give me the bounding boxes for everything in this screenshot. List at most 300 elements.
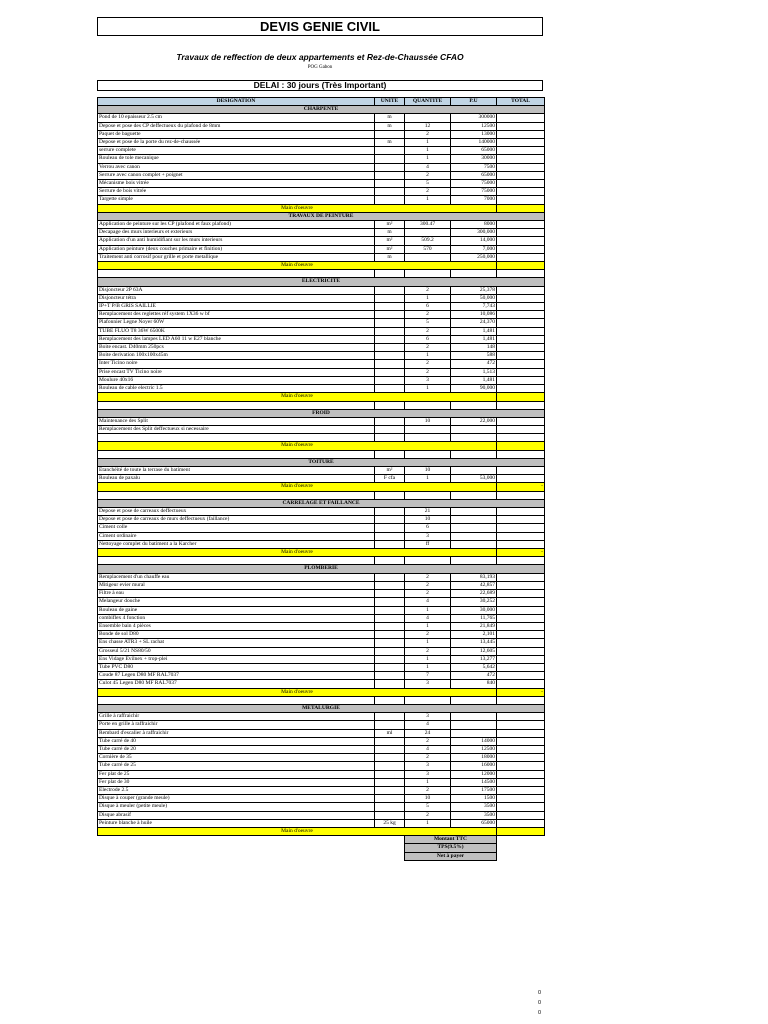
unite-cell: 25 kg bbox=[375, 819, 405, 827]
pu-cell: 30,252 bbox=[451, 598, 497, 606]
pu-cell: 90,000 bbox=[451, 385, 497, 393]
designation-cell: Rouleau de cable electric 1.5 bbox=[98, 385, 375, 393]
designation-cell: Traitement anti corrosif pour grille et porte metallique bbox=[98, 253, 375, 261]
main-oeuvre-row bbox=[98, 549, 545, 557]
total-cell bbox=[497, 163, 545, 171]
designation-cell: Tube carré de 25 bbox=[98, 762, 375, 770]
total-cell bbox=[497, 786, 545, 794]
quantite-cell: 5 bbox=[405, 319, 451, 327]
designation-cell: Fer plat de 25 bbox=[98, 770, 375, 778]
pu-cell: 14000 bbox=[451, 737, 497, 745]
total-cell bbox=[497, 639, 545, 647]
pu-cell bbox=[451, 713, 497, 721]
unite-cell bbox=[375, 737, 405, 745]
section-title: FROID bbox=[98, 409, 545, 417]
delai-banner: DELAI : 30 jours (Très Important) bbox=[97, 80, 543, 91]
pu-cell: 30,000 bbox=[451, 606, 497, 614]
pu-cell bbox=[451, 721, 497, 729]
pu-cell: 83,193 bbox=[451, 573, 497, 581]
document-subtitle: Travaux de reffection de deux appartements et Rez-de-Chaussée CFAO bbox=[176, 52, 464, 62]
pu-cell: 13,277 bbox=[451, 655, 497, 663]
unite-cell: m² bbox=[375, 221, 405, 229]
pu-cell: 1,481 bbox=[451, 327, 497, 335]
table-row bbox=[98, 639, 545, 647]
table-row bbox=[98, 540, 545, 548]
total-cell bbox=[497, 245, 545, 253]
section-title: CARRELAGE ET FAILLANCE bbox=[98, 499, 545, 507]
pu-cell: 148 bbox=[451, 344, 497, 352]
spacer-row bbox=[98, 450, 545, 458]
total-cell bbox=[497, 196, 545, 204]
designation-cell: Bonde de sol D80 bbox=[98, 631, 375, 639]
section-header-row bbox=[98, 499, 545, 507]
quantite-cell: 2 bbox=[405, 171, 451, 179]
table-row bbox=[98, 713, 545, 721]
designation-cell: Disque à couper (grande meule) bbox=[98, 795, 375, 803]
total-cell bbox=[497, 745, 545, 753]
unite-cell bbox=[375, 352, 405, 360]
unite-cell bbox=[375, 368, 405, 376]
designation-cell: Depose et pose de carreaux deffectueux bbox=[98, 508, 375, 516]
designation-cell: Fer plat de 30 bbox=[98, 778, 375, 786]
unite-cell bbox=[375, 344, 405, 352]
unite-cell bbox=[375, 713, 405, 721]
quantite-cell: 509.2 bbox=[405, 237, 451, 245]
total-cell bbox=[497, 467, 545, 475]
total-cell bbox=[497, 770, 545, 778]
unite-cell bbox=[375, 335, 405, 343]
total-cell bbox=[497, 721, 545, 729]
designation-cell: Porte en grille à raffraichir bbox=[98, 721, 375, 729]
table-row bbox=[98, 352, 545, 360]
total-cell bbox=[497, 130, 545, 138]
designation-cell: Mécanisme bois vitrée bbox=[98, 180, 375, 188]
unite-cell bbox=[375, 171, 405, 179]
main-oeuvre-row bbox=[98, 688, 545, 696]
table-row bbox=[98, 245, 545, 253]
table-row bbox=[98, 344, 545, 352]
table-row bbox=[98, 294, 545, 302]
section-title: TOITURE bbox=[98, 458, 545, 466]
designation-cell: Serrure de bois vitrée bbox=[98, 188, 375, 196]
quantite-cell: 7 bbox=[405, 672, 451, 680]
quantite-cell: 2 bbox=[405, 590, 451, 598]
main-oeuvre-label: Main d'oeuvre bbox=[98, 549, 497, 557]
pu-cell: 1,513 bbox=[451, 368, 497, 376]
pu-cell: 300,000 bbox=[451, 229, 497, 237]
unite-cell bbox=[375, 680, 405, 688]
table-row bbox=[98, 745, 545, 753]
pu-cell: 18000 bbox=[451, 754, 497, 762]
table-row bbox=[98, 811, 545, 819]
total-cell bbox=[497, 524, 545, 532]
total-cell bbox=[497, 352, 545, 360]
section-title: METALURGIE bbox=[98, 704, 545, 712]
unite-cell: m² bbox=[375, 237, 405, 245]
pu-cell: 840 bbox=[451, 680, 497, 688]
unite-cell bbox=[375, 795, 405, 803]
designation-cell: Paquet de baguette bbox=[98, 130, 375, 138]
pu-cell: 42,857 bbox=[451, 581, 497, 589]
unite-cell bbox=[375, 745, 405, 753]
empty-cell bbox=[375, 270, 405, 278]
empty-cell bbox=[98, 270, 375, 278]
spacer-row bbox=[98, 696, 545, 704]
designation-cell: Coude 87 Legen D80 MF RAL7037 bbox=[98, 672, 375, 680]
total-cell bbox=[497, 327, 545, 335]
empty-cell bbox=[98, 696, 375, 704]
pu-cell: 3500 bbox=[451, 803, 497, 811]
section-title: PLOMBERIE bbox=[98, 565, 545, 573]
total-cell bbox=[497, 532, 545, 540]
designation-cell: Remplacement des lampes LED A60 11 w E27 blanche bbox=[98, 335, 375, 343]
quantite-cell: 2 bbox=[405, 647, 451, 655]
designation-cell: Disjoncteur 2P 63A bbox=[98, 286, 375, 294]
table-row bbox=[98, 147, 545, 155]
total-cell bbox=[497, 729, 545, 737]
total-cell bbox=[497, 508, 545, 516]
pu-cell: 65000 bbox=[451, 147, 497, 155]
quantite-cell: 1 bbox=[405, 819, 451, 827]
total-cell bbox=[497, 294, 545, 302]
table-row bbox=[98, 417, 545, 425]
unite-cell bbox=[375, 639, 405, 647]
table-row bbox=[98, 303, 545, 311]
table-row bbox=[98, 647, 545, 655]
total-cell bbox=[497, 229, 545, 237]
designation-cell: Ensemble bain 4 pièces bbox=[98, 622, 375, 630]
total-cell bbox=[497, 171, 545, 179]
total-cell bbox=[497, 803, 545, 811]
unite-cell bbox=[375, 360, 405, 368]
empty-cell bbox=[497, 450, 545, 458]
total-cell bbox=[497, 540, 545, 548]
table-row bbox=[98, 376, 545, 384]
unite-cell bbox=[375, 770, 405, 778]
main-oeuvre-row bbox=[98, 262, 545, 270]
unite-cell bbox=[375, 147, 405, 155]
summary-net-a-payer: Net à payer bbox=[405, 852, 497, 860]
table-row bbox=[98, 581, 545, 589]
pu-cell: 65000 bbox=[451, 171, 497, 179]
table-row bbox=[98, 319, 545, 327]
designation-cell: Melangeur douche bbox=[98, 598, 375, 606]
quantite-cell: 2 bbox=[405, 188, 451, 196]
quantite-cell: 2 bbox=[405, 311, 451, 319]
total-cell bbox=[497, 311, 545, 319]
quantite-cell: 1 bbox=[405, 778, 451, 786]
quantite-cell: 10 bbox=[405, 795, 451, 803]
empty-cell bbox=[375, 401, 405, 409]
total-cell bbox=[497, 426, 545, 434]
empty-cell bbox=[375, 434, 405, 442]
unite-cell bbox=[375, 581, 405, 589]
spacer-row bbox=[98, 557, 545, 565]
total-cell bbox=[497, 180, 545, 188]
unite-cell bbox=[375, 188, 405, 196]
main-oeuvre-label: Main d'oeuvre bbox=[98, 688, 497, 696]
main-oeuvre-label: Main d'oeuvre bbox=[98, 393, 497, 401]
quantite-cell bbox=[405, 114, 451, 122]
unite-cell bbox=[375, 294, 405, 302]
total-cell bbox=[497, 811, 545, 819]
pu-cell: 12500 bbox=[451, 745, 497, 753]
unite-cell bbox=[375, 614, 405, 622]
empty-cell bbox=[497, 270, 545, 278]
total-cell bbox=[497, 122, 545, 130]
designation-cell: Prise encast TV Ticino noire bbox=[98, 368, 375, 376]
table-row bbox=[98, 573, 545, 581]
unite-cell: m² bbox=[375, 245, 405, 253]
empty-cell bbox=[451, 557, 497, 565]
unite-cell bbox=[375, 524, 405, 532]
total-cell bbox=[497, 335, 545, 343]
quantite-cell: 3 bbox=[405, 532, 451, 540]
table-row bbox=[98, 729, 545, 737]
unite-cell bbox=[375, 721, 405, 729]
pu-cell: 12000 bbox=[451, 770, 497, 778]
empty-cell bbox=[375, 696, 405, 704]
unite-cell: m bbox=[375, 114, 405, 122]
table-row bbox=[98, 795, 545, 803]
designation-cell: IP+T P/B GRIS SAILLIE bbox=[98, 303, 375, 311]
empty-cell bbox=[451, 270, 497, 278]
main-oeuvre-row bbox=[98, 393, 545, 401]
designation-cell: Tube carré de 40 bbox=[98, 737, 375, 745]
empty-cell bbox=[405, 696, 451, 704]
unite-cell bbox=[375, 631, 405, 639]
table-row bbox=[98, 221, 545, 229]
total-cell bbox=[497, 221, 545, 229]
total-cell bbox=[497, 622, 545, 630]
pu-cell: 25,378 bbox=[451, 286, 497, 294]
header-quantite: QUANTITE bbox=[405, 98, 451, 106]
table-row bbox=[98, 385, 545, 393]
table-row bbox=[98, 516, 545, 524]
table-row bbox=[98, 524, 545, 532]
main-oeuvre-label: Main d'oeuvre bbox=[98, 204, 497, 212]
table-row bbox=[98, 754, 545, 762]
pu-cell: 140000 bbox=[451, 139, 497, 147]
unite-cell bbox=[375, 196, 405, 204]
total-cell bbox=[497, 754, 545, 762]
empty-cell bbox=[405, 401, 451, 409]
total-cell bbox=[497, 606, 545, 614]
section-title: ELECTRICITE bbox=[98, 278, 545, 286]
summary-montant-ttc: Montant TTC bbox=[405, 836, 497, 844]
section-header-row bbox=[98, 704, 545, 712]
spacer-row bbox=[98, 434, 545, 442]
unite-cell: F cfa bbox=[375, 475, 405, 483]
quantite-cell: 10 bbox=[405, 467, 451, 475]
table-row bbox=[98, 253, 545, 261]
quantite-cell: 4 bbox=[405, 598, 451, 606]
total-cell bbox=[497, 344, 545, 352]
pu-cell: 53,000 bbox=[451, 475, 497, 483]
unite-cell bbox=[375, 573, 405, 581]
pu-cell: 472 bbox=[451, 360, 497, 368]
designation-cell: Rouleau de tole mecanique bbox=[98, 155, 375, 163]
designation-cell: Grosseul 5/21 NS80/50 bbox=[98, 647, 375, 655]
designation-cell: Maintenance des Split bbox=[98, 417, 375, 425]
main-oeuvre-label: Main d'oeuvre bbox=[98, 483, 497, 491]
empty-cell bbox=[497, 491, 545, 499]
table-row bbox=[98, 122, 545, 130]
total-cell bbox=[497, 319, 545, 327]
table-row bbox=[98, 229, 545, 237]
pu-cell: 22,000 bbox=[451, 417, 497, 425]
designation-cell: Rembard d'escalier à raffraichir bbox=[98, 729, 375, 737]
main-oeuvre-row bbox=[98, 483, 545, 491]
unite-cell bbox=[375, 647, 405, 655]
unite-cell bbox=[375, 754, 405, 762]
pu-cell: 14500 bbox=[451, 778, 497, 786]
designation-cell: Depose et pose des CP deffectueux du plafond de 8mm bbox=[98, 122, 375, 130]
empty-cell bbox=[405, 491, 451, 499]
unite-cell bbox=[375, 155, 405, 163]
pu-cell: 8000 bbox=[451, 221, 497, 229]
designation-cell: Disjoncteur tétra bbox=[98, 294, 375, 302]
quantite-cell: 2 bbox=[405, 130, 451, 138]
pu-cell: 13000 bbox=[451, 130, 497, 138]
quantite-cell: 2 bbox=[405, 631, 451, 639]
table-header-row bbox=[98, 98, 545, 106]
table-row bbox=[98, 672, 545, 680]
empty-cell bbox=[451, 696, 497, 704]
total-cell bbox=[497, 114, 545, 122]
total-cell bbox=[497, 737, 545, 745]
total-cell bbox=[497, 393, 545, 401]
quantite-cell: 6 bbox=[405, 335, 451, 343]
pu-cell: 588 bbox=[451, 352, 497, 360]
quantite-cell: 2 bbox=[405, 581, 451, 589]
empty-cell bbox=[405, 434, 451, 442]
header-unite: UNITE bbox=[375, 98, 405, 106]
designation-cell: Pond de 10 epaisseur 2.5 cm bbox=[98, 114, 375, 122]
empty-cell bbox=[375, 557, 405, 565]
designation-cell: Depose et pose de la porte du rez-de-chaussée bbox=[98, 139, 375, 147]
table-row bbox=[98, 590, 545, 598]
total-cell bbox=[497, 827, 545, 835]
unite-cell bbox=[375, 778, 405, 786]
total-cell bbox=[497, 614, 545, 622]
pu-cell: 24,370 bbox=[451, 319, 497, 327]
pu-cell: 14,000 bbox=[451, 237, 497, 245]
table-row bbox=[98, 631, 545, 639]
quantite-cell: 1 bbox=[405, 196, 451, 204]
section-header-row bbox=[98, 409, 545, 417]
total-cell bbox=[497, 778, 545, 786]
unite-cell bbox=[375, 163, 405, 171]
pu-cell: 1500 bbox=[451, 795, 497, 803]
quantite-cell: 3 bbox=[405, 680, 451, 688]
pu-cell: 65000 bbox=[451, 819, 497, 827]
empty-cell bbox=[405, 450, 451, 458]
designation-cell: Etanchéité de toute la terrase du batiment bbox=[98, 467, 375, 475]
table-row bbox=[98, 237, 545, 245]
table-row bbox=[98, 532, 545, 540]
pu-cell: 472 bbox=[451, 672, 497, 680]
table-row bbox=[98, 335, 545, 343]
unite-cell: m bbox=[375, 139, 405, 147]
unite-cell: ml bbox=[375, 729, 405, 737]
unite-cell bbox=[375, 180, 405, 188]
table-row bbox=[98, 622, 545, 630]
empty-cell bbox=[98, 450, 375, 458]
quantite-cell: 2 bbox=[405, 754, 451, 762]
total-cell: - bbox=[497, 549, 545, 557]
designation-cell: Application peinture (deux couches primaire et finition) bbox=[98, 245, 375, 253]
total-cell bbox=[497, 188, 545, 196]
unite-cell bbox=[375, 540, 405, 548]
designation-cell: Peinture blanche à huile bbox=[98, 819, 375, 827]
total-cell bbox=[497, 516, 545, 524]
quantite-cell: 4 bbox=[405, 721, 451, 729]
quantite-cell: 1 bbox=[405, 663, 451, 671]
pu-cell: 10,086 bbox=[451, 311, 497, 319]
empty-cell bbox=[98, 434, 375, 442]
table-row bbox=[98, 614, 545, 622]
quantite-cell: 1 bbox=[405, 606, 451, 614]
designation-cell: combiflex 4 fonction bbox=[98, 614, 375, 622]
unite-cell: m bbox=[375, 122, 405, 130]
table-row bbox=[98, 770, 545, 778]
table-row bbox=[98, 606, 545, 614]
unite-cell bbox=[375, 532, 405, 540]
quantite-cell: 10 bbox=[405, 417, 451, 425]
table-row bbox=[98, 327, 545, 335]
section-title: TRAVAUX DE PEINTURE bbox=[98, 212, 545, 220]
designation-cell: Ciment colle bbox=[98, 524, 375, 532]
table-row bbox=[98, 475, 545, 483]
pu-cell: 11,765 bbox=[451, 614, 497, 622]
designation-cell: Disque à meuler (petite meule) bbox=[98, 803, 375, 811]
quantite-cell: 24 bbox=[405, 729, 451, 737]
empty-cell bbox=[451, 401, 497, 409]
quantite-cell: 3 bbox=[405, 376, 451, 384]
table-row bbox=[98, 163, 545, 171]
header-pu: P.U bbox=[451, 98, 497, 106]
total-cell bbox=[497, 237, 545, 245]
quantite-cell: 4 bbox=[405, 163, 451, 171]
quantite-cell: 21 bbox=[405, 508, 451, 516]
total-cell bbox=[497, 303, 545, 311]
quantite-cell: 2 bbox=[405, 786, 451, 794]
quantite-cell: 3 bbox=[405, 762, 451, 770]
footer-value: 0 bbox=[538, 990, 542, 996]
designation-cell: Remplacement des reglettes réf system 1X36 w bf bbox=[98, 311, 375, 319]
table-row bbox=[98, 778, 545, 786]
total-cell bbox=[497, 475, 545, 483]
section-header-row bbox=[98, 212, 545, 220]
unite-cell bbox=[375, 803, 405, 811]
table-row bbox=[98, 680, 545, 688]
unite-cell bbox=[375, 786, 405, 794]
pu-cell: 250,000 bbox=[451, 253, 497, 261]
total-cell bbox=[497, 598, 545, 606]
main-oeuvre-row bbox=[98, 442, 545, 450]
unite-cell bbox=[375, 606, 405, 614]
total-cell bbox=[497, 680, 545, 688]
pu-cell: 1,481 bbox=[451, 335, 497, 343]
main-oeuvre-label: Main d'oeuvre bbox=[98, 442, 497, 450]
quantite-cell: 2 bbox=[405, 344, 451, 352]
quantite-cell: 1 bbox=[405, 639, 451, 647]
total-cell bbox=[497, 385, 545, 393]
unite-cell bbox=[375, 655, 405, 663]
unite-cell bbox=[375, 426, 405, 434]
designation-cell: Serrure avec canon complet + poignet bbox=[98, 171, 375, 179]
